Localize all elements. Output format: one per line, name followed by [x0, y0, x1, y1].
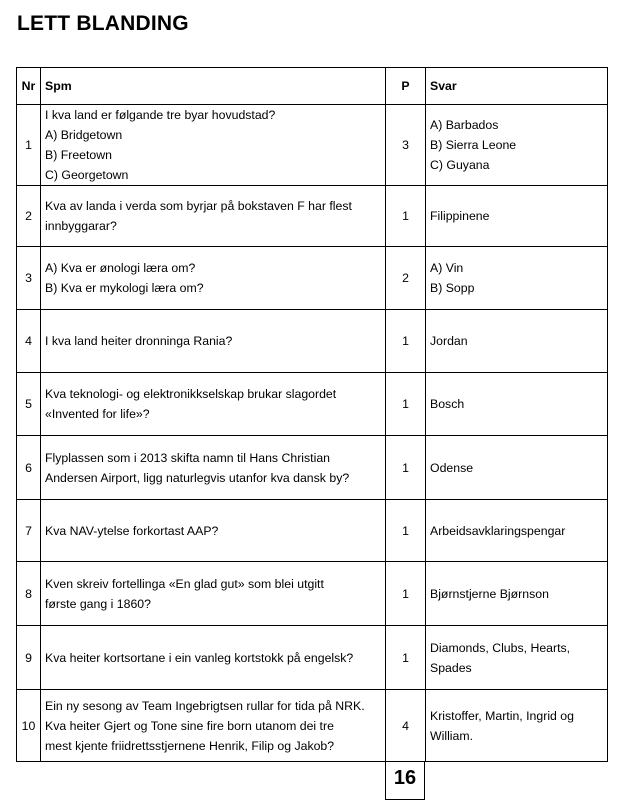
table-row [17, 436, 608, 500]
question-line: I kva land er følgande tre byar hovudstad? [45, 108, 276, 122]
question-line: Kva NAV-ytelse forkortast AAP? [45, 523, 219, 538]
answer-line: B) Sierra Leone [430, 138, 517, 152]
answer-text [426, 690, 608, 762]
question-text [41, 247, 386, 310]
question-line: A) Kva er ønologi læra om? [45, 261, 196, 275]
question-line: Ein ny sesong av Team Ingebrigtsen rullar for tida på NRK. [45, 698, 365, 713]
question-line: første gang i 1860? [45, 596, 151, 611]
table-row [17, 186, 608, 247]
question-line: Andersen Airport, ligg naturlegvis utanfor kva dansk by? [45, 470, 350, 485]
question-line: B) Freetown [45, 148, 112, 162]
answer-line: Kristoffer, Martin, Ingrid og [430, 708, 574, 723]
question-text [41, 562, 386, 626]
question-line: Kva heiter Gjert og Tone sine fire born utanom dei tre [45, 718, 334, 733]
answer-line: Odense [430, 460, 474, 475]
question-points: 3 [386, 105, 426, 186]
answer-line: Filippinene [430, 209, 490, 223]
answer-line: Arbeidsavklaringspengar [430, 523, 566, 538]
question-text [41, 186, 386, 247]
question-text [41, 105, 386, 186]
question-line: mest kjente friidrettsstjernene Henrik, Filip og Jakob? [45, 738, 335, 753]
question-line: «Invented for life»? [45, 407, 150, 421]
question-number: 3 [17, 247, 41, 310]
question-points: 2 [386, 247, 426, 310]
header-points: P [386, 68, 426, 105]
table-row [17, 310, 608, 373]
question-line: I kva land heiter dronninga Rania? [45, 334, 233, 348]
question-text [41, 436, 386, 500]
question-line: A) Bridgetown [45, 128, 123, 142]
answer-line: Bjørnstjerne Bjørnson [430, 586, 549, 601]
question-number: 4 [17, 310, 41, 373]
question-text [41, 373, 386, 436]
question-points: 1 [386, 626, 426, 690]
question-line: Kva teknologi- og elektronikkselskap brukar slagordet [45, 387, 337, 401]
answer-text [426, 500, 608, 562]
table-row [17, 373, 608, 436]
question-text [41, 690, 386, 762]
page-title: LETT BLANDING [17, 12, 189, 35]
answer-line: Diamonds, Clubs, Hearts, [430, 640, 571, 655]
answer-line: William. [430, 728, 474, 743]
header-answer: Svar [426, 68, 608, 105]
answer-text [426, 373, 608, 436]
question-line: Kva heiter kortsortane i ein vanleg kortstokk på engelsk? [45, 650, 354, 665]
question-points: 4 [386, 690, 426, 762]
question-number: 10 [17, 690, 41, 762]
question-line: Kven skreiv fortellinga «En glad gut» som blei utgitt [45, 576, 324, 591]
table-row [17, 626, 608, 690]
question-line: innbyggarar? [45, 219, 117, 233]
question-line: Flyplassen som i 2013 skifta namn til Hans Christian [45, 450, 330, 465]
question-points: 1 [386, 562, 426, 626]
question-number: 2 [17, 186, 41, 247]
header-question: Spm [41, 68, 386, 105]
table-row [17, 105, 608, 186]
question-points: 1 [386, 186, 426, 247]
answer-line: Bosch [430, 397, 465, 411]
quiz-table [16, 67, 608, 762]
table-row [17, 690, 608, 762]
question-text [41, 500, 386, 562]
question-text [41, 310, 386, 373]
question-line: C) Georgetown [45, 168, 129, 182]
answer-text [426, 105, 608, 186]
answer-line: C) Guyana [430, 158, 490, 172]
question-points: 1 [386, 310, 426, 373]
question-line: Kva av landa i verda som byrjar på bokstaven F har flest [45, 199, 352, 213]
answer-line: A) Barbados [430, 118, 499, 132]
question-number: 9 [17, 626, 41, 690]
answer-text [426, 626, 608, 690]
question-number: 7 [17, 500, 41, 562]
answer-text [426, 562, 608, 626]
answer-text [426, 186, 608, 247]
answer-line: Jordan [430, 334, 468, 348]
question-number: 5 [17, 373, 41, 436]
question-number: 1 [17, 105, 41, 186]
question-line: B) Kva er mykologi læra om? [45, 281, 204, 295]
total-points: 16 [385, 762, 425, 800]
question-text [41, 626, 386, 690]
answer-line: A) Vin [430, 261, 464, 275]
header-nr: Nr [17, 68, 41, 105]
question-points: 1 [386, 373, 426, 436]
table-row [17, 247, 608, 310]
question-points: 1 [386, 436, 426, 500]
question-number: 6 [17, 436, 41, 500]
answer-line: Spades [430, 660, 472, 675]
question-number: 8 [17, 562, 41, 626]
question-points: 1 [386, 500, 426, 562]
answer-text [426, 310, 608, 373]
answer-line: B) Sopp [430, 281, 475, 295]
table-row [17, 562, 608, 626]
answer-text [426, 247, 608, 310]
table-row [17, 500, 608, 562]
answer-text [426, 436, 608, 500]
table-header-row [17, 68, 608, 105]
